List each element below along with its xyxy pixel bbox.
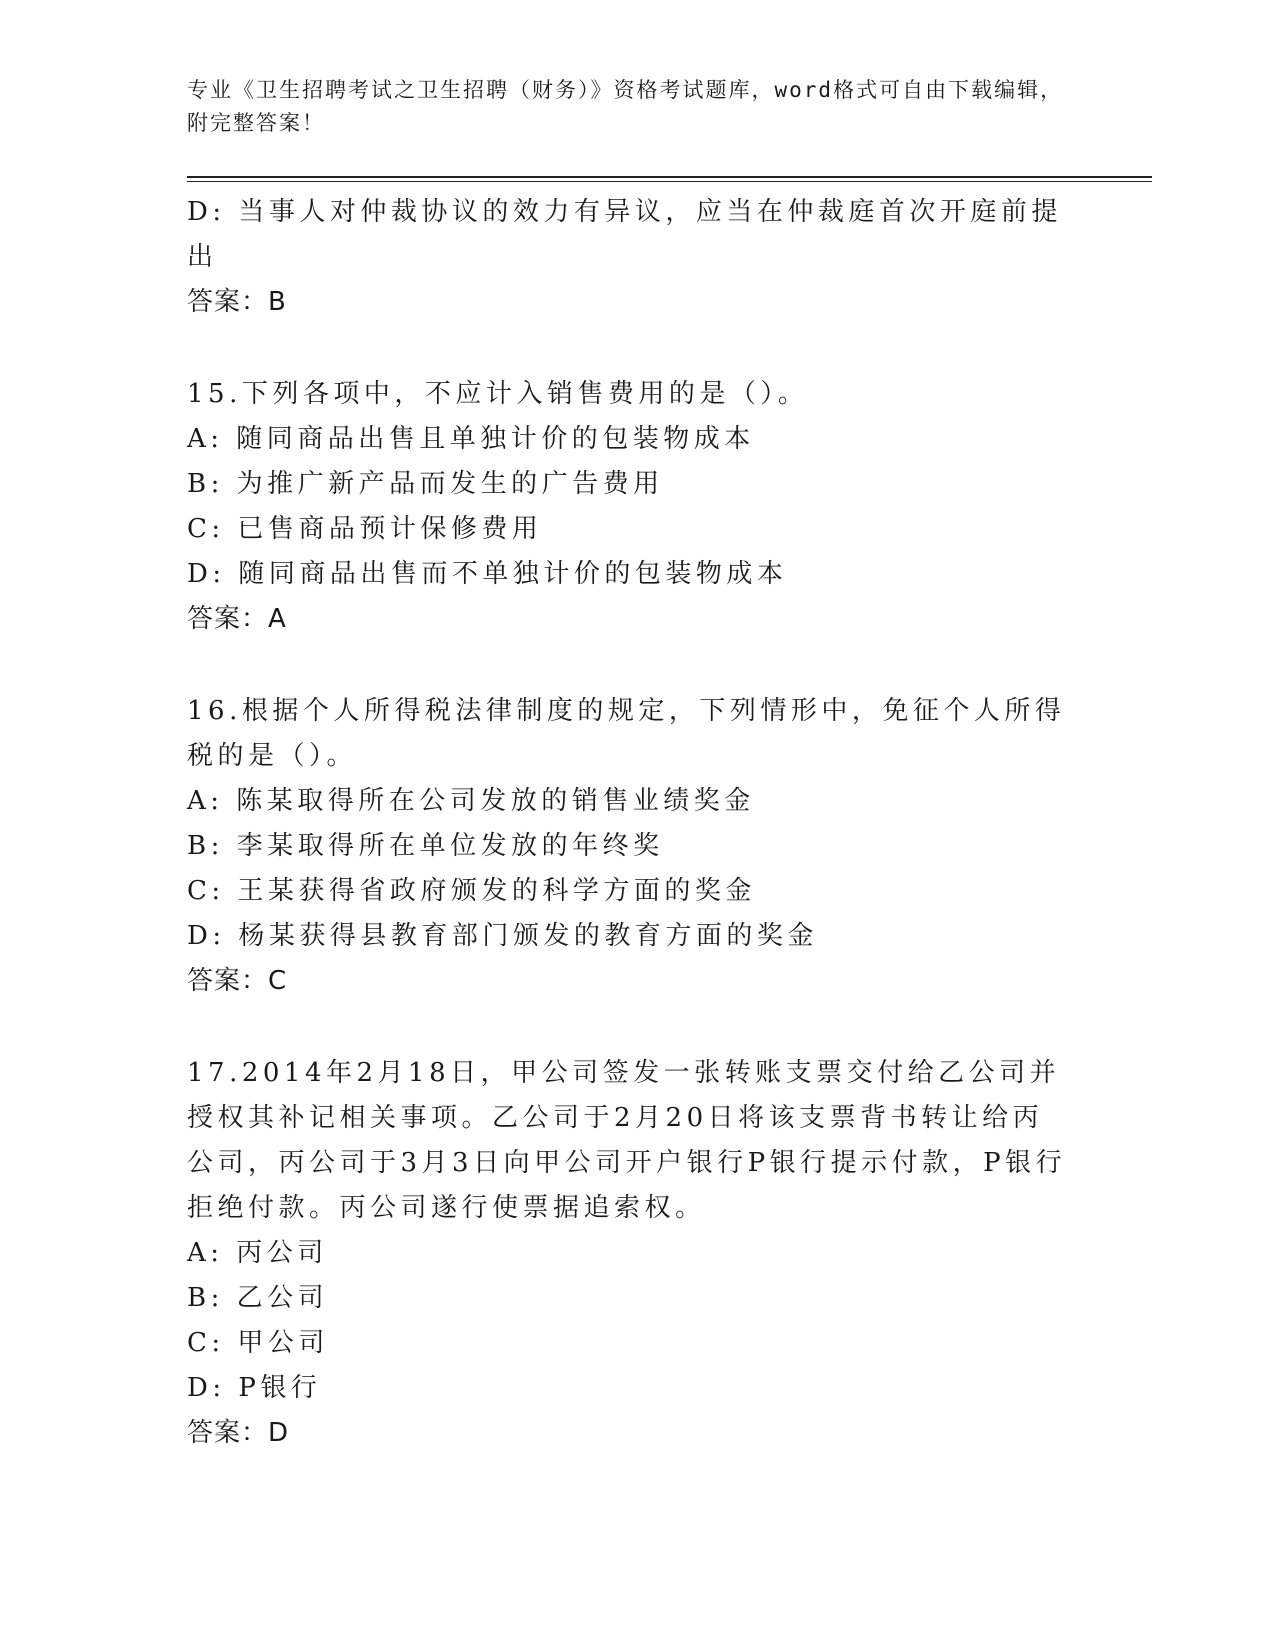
question-spacer bbox=[187, 325, 1087, 372]
answer-line: 答案：A bbox=[187, 604, 287, 634]
question-spacer bbox=[187, 1004, 1087, 1051]
answer-line: 答案：C bbox=[187, 966, 288, 996]
option-b: B: 李某取得所在单位发放的年终奖 bbox=[187, 831, 664, 861]
header-divider-thin bbox=[187, 181, 1152, 182]
option-c: C: 王某获得省政府颁发的科学方面的奖金 bbox=[187, 876, 756, 906]
question-16 bbox=[187, 689, 1087, 1004]
option-d: D: 随同商品出售而不单独计价的包装物成本 bbox=[187, 559, 788, 589]
option-b: B: 乙公司 bbox=[187, 1283, 329, 1313]
answer-line: 答案：D bbox=[187, 1418, 290, 1448]
question-content bbox=[187, 190, 1087, 1456]
header-divider-thick bbox=[187, 176, 1152, 178]
option-c: C: 甲公司 bbox=[187, 1328, 329, 1358]
question-stem: 17.2014年2月18日，甲公司签发一张转账支票交付给乙公司并授权其补记相关事项。乙公司于2月20日将该支票背书转让给丙公司，丙公司于3月3日向甲公司开户银行P银行提示付款，P银行拒绝付款。丙公司遂行使票据追索权。 bbox=[187, 1058, 1067, 1223]
document-header: 专业《卫生招聘考试之卫生招聘（财务）》资格考试题库，word格式可自由下载编辑，附完整答案！ bbox=[187, 78, 1064, 135]
option-a: A: 丙公司 bbox=[187, 1238, 328, 1268]
option-a: A: 陈某取得所在公司发放的销售业绩奖金 bbox=[187, 786, 755, 816]
option-d: D: 杨某获得县教育部门颁发的教育方面的奖金 bbox=[187, 921, 818, 951]
option-d: D: P银行 bbox=[187, 1373, 322, 1403]
question-spacer bbox=[187, 642, 1087, 689]
option-a: A: 随同商品出售且单独计价的包装物成本 bbox=[187, 424, 755, 454]
option-b: B: 为推广新产品而发生的广告费用 bbox=[187, 469, 664, 499]
carryover-question bbox=[187, 190, 1087, 325]
question-17 bbox=[187, 1051, 1087, 1456]
option-d: D: 当事人对仲裁协议的效力有异议，应当在仲裁庭首次开庭前提出 bbox=[187, 197, 1062, 272]
answer-line: 答案：B bbox=[187, 287, 287, 317]
question-stem: 16.根据个人所得税法律制度的规定，下列情形中，免征个人所得税的是（）。 bbox=[187, 696, 1066, 771]
question-stem: 15.下列各项中，不应计入销售费用的是（）。 bbox=[187, 379, 809, 409]
option-c: C: 已售商品预计保修费用 bbox=[187, 514, 543, 544]
question-15 bbox=[187, 372, 1087, 642]
